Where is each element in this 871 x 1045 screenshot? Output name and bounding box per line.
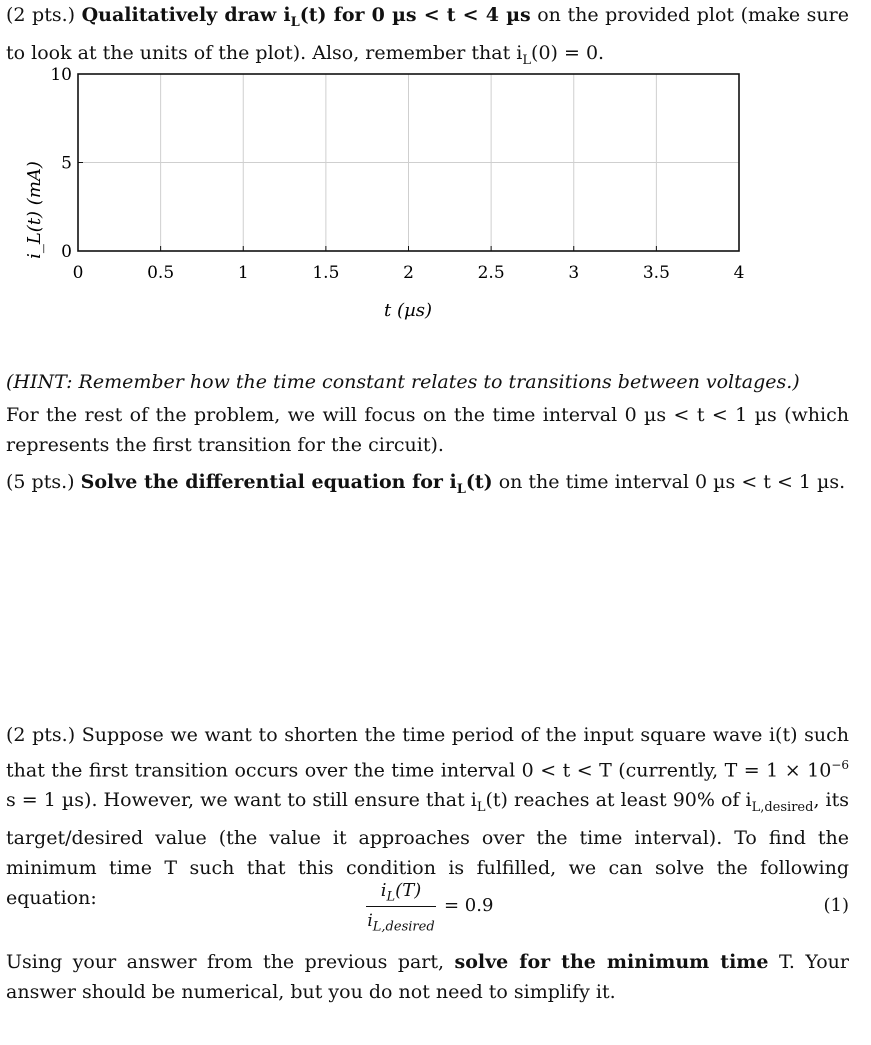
y-axis-label: i_L(t) (mA) [24, 161, 45, 259]
hint-text: (HINT: Remember how the time constant relates to transitions between voltages.) [6, 371, 800, 393]
q1-points: (2 pts.) [6, 4, 76, 26]
q2-points: (5 pts.) [6, 471, 75, 493]
x-axis-label: t (µs) [384, 300, 432, 321]
blank-current-plot[interactable] [0, 60, 871, 325]
q1-bold-instruction: Qualitatively draw $i_L(t)$ for 0 µs < t < 4 µs [81, 4, 531, 30]
question-2-text [6, 467, 849, 505]
x-tick-label: 3.5 [642, 263, 670, 283]
y-tick-labels [50, 65, 72, 262]
y-tick-label: 5 [61, 153, 72, 174]
q2-rest: on the time interval 0 µs < t < 1 µs. [492, 471, 846, 493]
fraction-bar [366, 906, 436, 907]
x-tick-label: 1 [237, 263, 249, 283]
equation-numerator: $i_L(T)$ [380, 880, 422, 905]
final-question-text: Using your answer from the previous part, solve for the minimum time T. Your answer should be numerical, but you do not need to simplify it. [6, 951, 849, 1003]
x-tick-label: 1.5 [312, 263, 340, 283]
x-tick-label: 4 [733, 263, 745, 283]
x-tick-label: 0 [72, 263, 84, 283]
q2-bold-instruction: Solve the differential equation for $i_L(t)$ [80, 471, 493, 497]
equation-denominator: $i_{L,desired}$ [367, 911, 435, 935]
equation-fraction [366, 878, 436, 939]
equation-rhs: = 0.9 [444, 895, 494, 916]
question-3-text: (2 pts.) Suppose we want to shorten the time period of the input square wave i(t) such that the first transition occurs over the time interval 0 < t < T (currently, $T = 1 \times 10^{-6}$ s = 1 µs). However, we want to still ensure that $i_L(t)$ reaches at least 90% of $i_{L,desired}$, its target/desired value (the value it approaches over the time interval). To find the minimum time T such that this condition is fulfilled, we can solve the following equation: [6, 724, 849, 910]
x-tick-label: 2.5 [477, 263, 505, 283]
x-tick-label: 3 [568, 263, 580, 283]
plot-grid [78, 74, 739, 251]
x-tick-labels [73, 263, 745, 283]
equation-number: (1) [823, 895, 849, 916]
q1-rest: on the provided plot (make sure to look at the units of the plot). Also, remember that $i_L(0) = 0$. [6, 4, 849, 68]
y-tick-label: 0 [61, 242, 72, 262]
equation-1 [0, 878, 871, 938]
time-interval-text: For the rest of the problem, we will focus on the time interval 0 µs < t < 1 µs (which represents the first transition for the circuit). [6, 404, 849, 456]
x-tick-label: 2 [403, 263, 414, 283]
y-tick-label: 10 [50, 65, 72, 85]
x-tick-label: 0.5 [147, 263, 175, 283]
